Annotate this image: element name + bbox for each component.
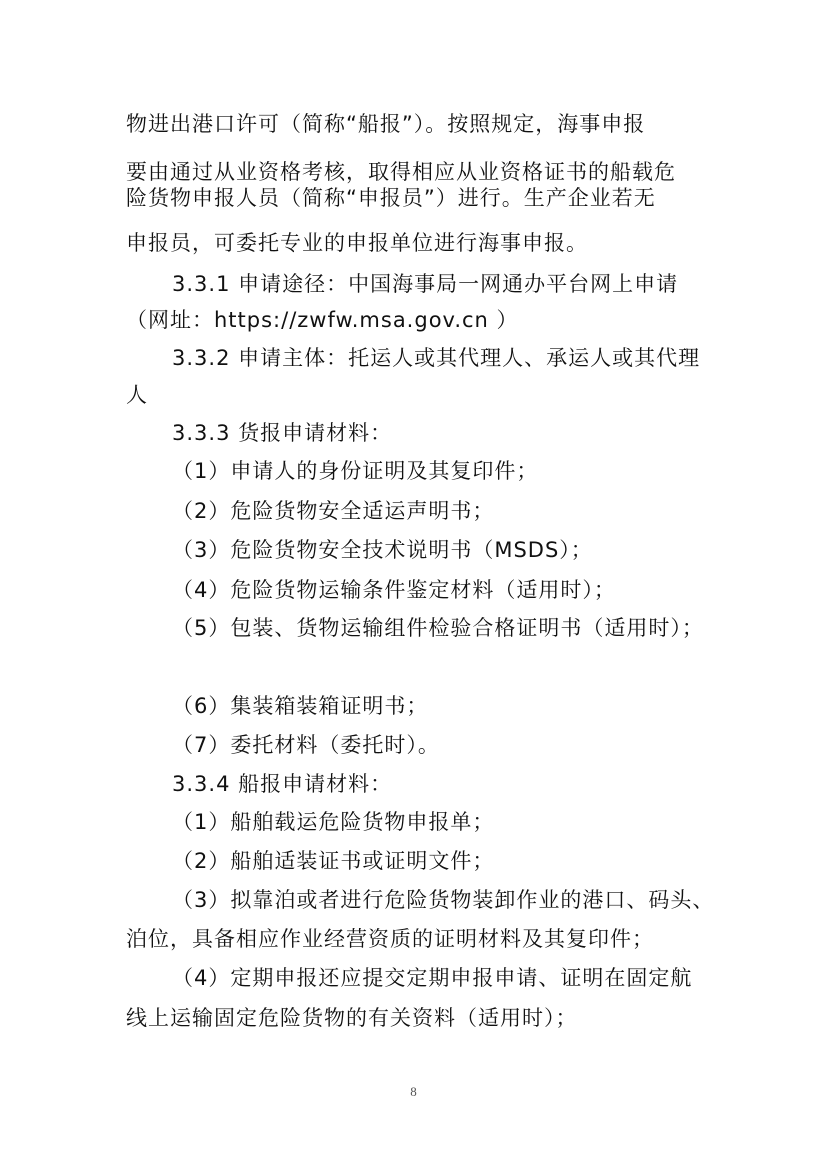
list-item: （3）危险货物安全技术说明书（MSDS）； bbox=[172, 538, 593, 562]
list-item: （5）包装、货物运输组件检验合格证明书（适用时）； bbox=[172, 616, 704, 640]
list-item: （3）拟靠泊或者进行危险货物装卸作业的港口、码头、 bbox=[172, 888, 715, 912]
text-line: 人 bbox=[126, 383, 148, 407]
text-line: 线上运输固定危险货物的有关资料（适用时）； bbox=[126, 1006, 578, 1030]
list-item: （1）船舶载运危险货物申报单； bbox=[172, 810, 495, 834]
section-heading: 3.3.2 申请主体：托运人或其代理人、承运人或其代理 bbox=[172, 346, 701, 370]
section-heading: 3.3.4 船报申请材料： bbox=[172, 772, 393, 796]
list-item: （2）危险货物安全适运声明书； bbox=[172, 499, 495, 523]
section-heading: 3.3.3 货报申请材料： bbox=[172, 421, 393, 445]
text-line: 物进出港口许可（简称“船报”）。按照规定，海事申报 bbox=[126, 112, 646, 136]
text-line: 险货物申报人员（简称“申报员”）进行。生产企业若无 bbox=[126, 186, 656, 210]
list-item: （1）申请人的身份证明及其复印件； bbox=[172, 459, 539, 483]
list-item: （4）定期申报还应提交定期申报申请、证明在固定航 bbox=[172, 966, 693, 990]
list-item: （6）集装箱装箱证明书； bbox=[172, 694, 429, 718]
text-line: 申报员，可委托专业的申报单位进行海事申报。 bbox=[126, 231, 588, 255]
list-item: （4）危险货物运输条件鉴定材料（适用时）； bbox=[172, 578, 616, 602]
list-item: （7）委托材料（委托时）。 bbox=[172, 733, 440, 757]
page-number: 8 bbox=[410, 1084, 417, 1099]
section-heading: 3.3.1 申请途径：中国海事局一网通办平台网上申请 bbox=[172, 272, 679, 296]
text-line: （网址：https://zwfw.msa.gov.cn ） bbox=[126, 308, 519, 332]
text-line: 要由通过从业资格考核，取得相应从业资格证书的船载危 bbox=[126, 160, 676, 184]
text-line: 泊位，具备相应作业经营资质的证明材料及其复印件； bbox=[126, 927, 654, 951]
list-item: （2）船舶适装证书或证明文件； bbox=[172, 849, 495, 873]
